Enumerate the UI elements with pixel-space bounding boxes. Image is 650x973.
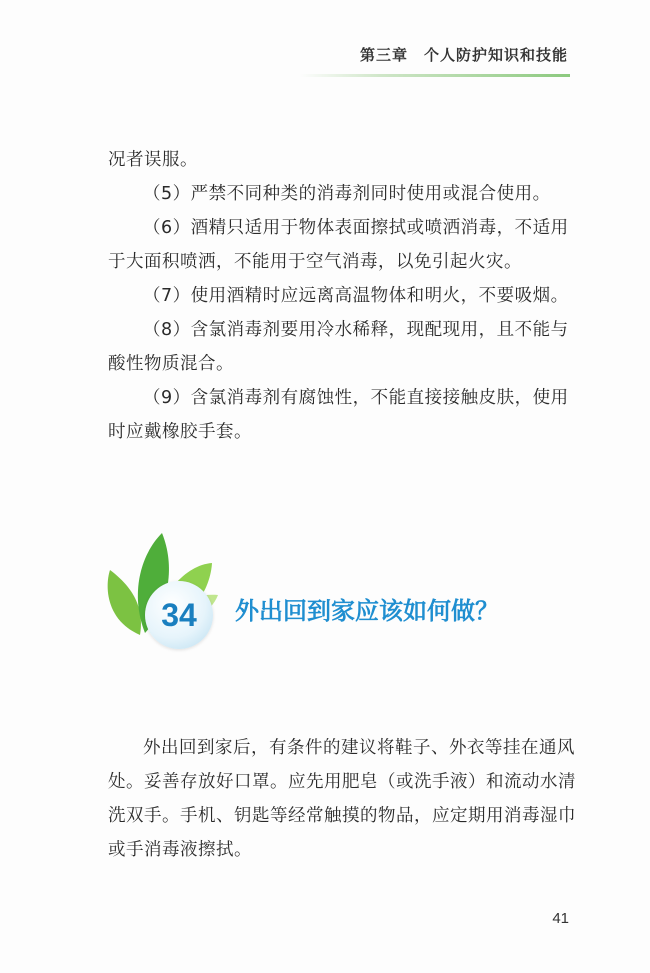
list-item-8: （8）含氯消毒剂要用冷水稀释，现配现用，且不能与酸性物质混合。 xyxy=(108,320,569,374)
section-body: 外出回到家后，有条件的建议将鞋子、外衣等挂在通风处。妥善存放好口罩。应先用肥皂（或洗手液）和流动水清洗双手。手机、钥匙等经常触摸的物品，应定期用消毒湿巾或手消毒液擦拭。 xyxy=(108,738,576,860)
section-heading xyxy=(100,525,580,655)
list-item-5: （5）严禁不同种类的消毒剂同时使用或混合使用。 xyxy=(143,184,551,204)
section-number: 34 xyxy=(161,596,197,633)
page-number: 41 xyxy=(552,910,569,927)
section-body-block xyxy=(108,731,578,867)
section-title: 外出回到家应该如何做？ xyxy=(235,597,499,625)
chapter-header: 第三章 个人防护知识和技能 xyxy=(359,46,568,64)
paragraph-continuation: 况者误服。 xyxy=(108,150,198,170)
top-text-block xyxy=(108,143,578,449)
section-number-badge xyxy=(145,581,213,649)
header-rule xyxy=(300,74,570,77)
list-item-6: （6）酒精只适用于物体表面擦拭或喷洒消毒，不适用于大面积喷洒，不能用于空气消毒，以免引起火灾。 xyxy=(108,218,569,272)
list-item-9: （9）含氯消毒剂有腐蚀性，不能直接接触皮肤，使用时应戴橡胶手套。 xyxy=(108,388,569,442)
list-item-7: （7）使用酒精时应远离高温物体和明火，不要吸烟。 xyxy=(143,286,569,306)
